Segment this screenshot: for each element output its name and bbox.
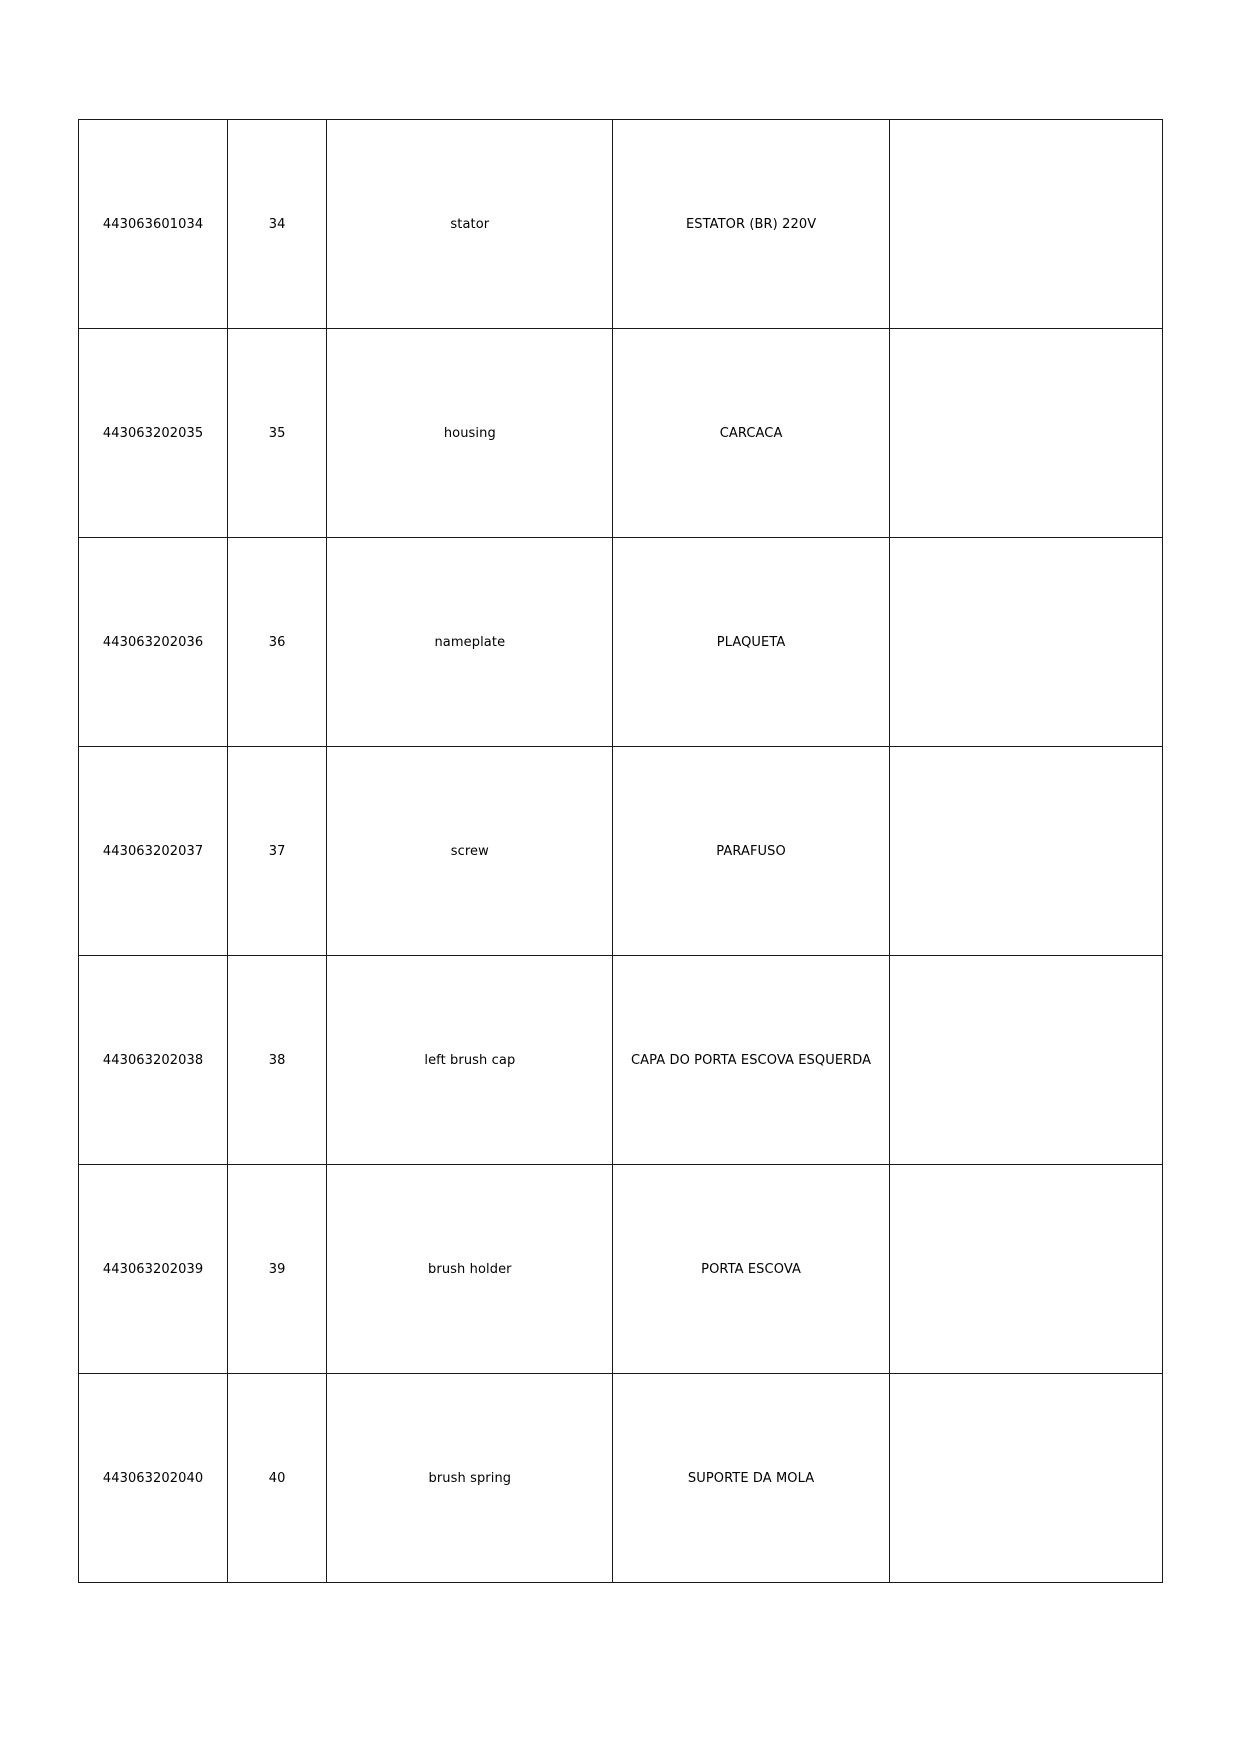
- extra-cell: [889, 538, 1162, 747]
- extra-cell: [889, 1374, 1162, 1583]
- extra-cell: [889, 120, 1162, 329]
- item-number-cell: 39: [228, 1165, 327, 1374]
- part-code-cell: 443063202040: [79, 1374, 228, 1583]
- extra-cell: [889, 329, 1162, 538]
- item-number-cell: 34: [228, 120, 327, 329]
- description-pt-cell: CARCACA: [613, 329, 889, 538]
- item-number-cell: 40: [228, 1374, 327, 1583]
- description-pt-cell: PORTA ESCOVA: [613, 1165, 889, 1374]
- description-en-cell: nameplate: [327, 538, 613, 747]
- table-row: [79, 329, 1163, 538]
- item-number-cell: 37: [228, 747, 327, 956]
- item-number-cell: 36: [228, 538, 327, 747]
- table-row: [79, 538, 1163, 747]
- table-row: [79, 120, 1163, 329]
- part-code-cell: 443063202037: [79, 747, 228, 956]
- description-en-cell: brush spring: [327, 1374, 613, 1583]
- description-pt-cell: CAPA DO PORTA ESCOVA ESQUERDA: [613, 956, 889, 1165]
- description-en-cell: stator: [327, 120, 613, 329]
- description-en-cell: housing: [327, 329, 613, 538]
- extra-cell: [889, 1165, 1162, 1374]
- part-code-cell: 443063202035: [79, 329, 228, 538]
- description-pt-cell: SUPORTE DA MOLA: [613, 1374, 889, 1583]
- description-en-cell: screw: [327, 747, 613, 956]
- part-code-cell: 443063202039: [79, 1165, 228, 1374]
- item-number-cell: 38: [228, 956, 327, 1165]
- description-en-cell: left brush cap: [327, 956, 613, 1165]
- part-code-cell: 443063202036: [79, 538, 228, 747]
- parts-table-body: [79, 120, 1163, 1583]
- table-row: [79, 747, 1163, 956]
- table-row: [79, 956, 1163, 1165]
- item-number-cell: 35: [228, 329, 327, 538]
- description-en-cell: brush holder: [327, 1165, 613, 1374]
- part-code-cell: 443063601034: [79, 120, 228, 329]
- description-pt-cell: ESTATOR (BR) 220V: [613, 120, 889, 329]
- parts-table: [78, 119, 1163, 1583]
- description-pt-cell: PLAQUETA: [613, 538, 889, 747]
- extra-cell: [889, 747, 1162, 956]
- part-code-cell: 443063202038: [79, 956, 228, 1165]
- extra-cell: [889, 956, 1162, 1165]
- description-pt-cell: PARAFUSO: [613, 747, 889, 956]
- table-row: [79, 1165, 1163, 1374]
- table-row: [79, 1374, 1163, 1583]
